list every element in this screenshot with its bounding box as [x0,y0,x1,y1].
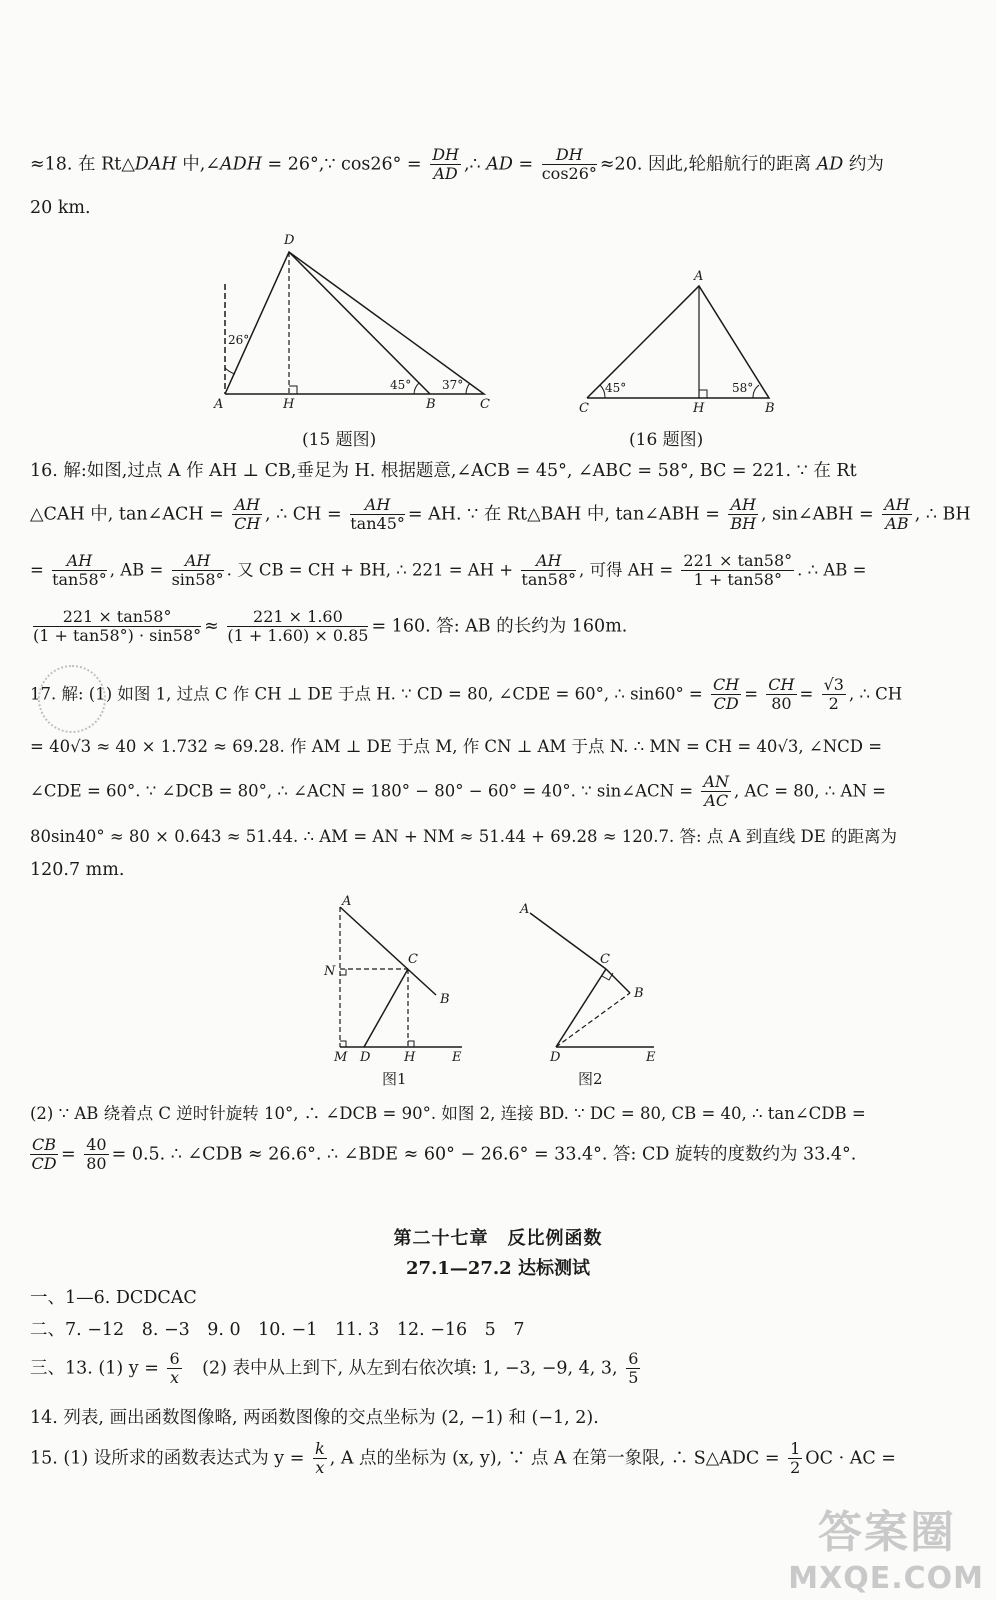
angle-58: 58° [732,381,754,395]
fraction [711,676,741,714]
answer-line-2: 二、7. −12 8. −3 9. 0 10. −1 11. 3 12. −16 5 7 [30,1320,525,1340]
label-A: A [520,902,530,917]
text: = 160. 答: AB 的长约为 160m. [371,616,628,637]
fraction [728,496,758,534]
fraction [788,1440,802,1478]
fraction [227,608,368,646]
label-D: D [550,1050,561,1063]
denominator: 1 + tan58° [693,570,782,590]
numerator: AH [350,496,405,515]
answer-line-1: 一、1—6. DCDCAC [30,1288,197,1308]
text: ≈20. 因此,轮船航行的距离 [599,154,817,175]
numerator: AH [172,552,224,571]
denominator: cos26° [541,164,597,184]
denominator: AD [433,164,458,184]
label-A: A [694,269,704,284]
numerator: 221 × tan58° [33,608,201,627]
denominator: BH [730,514,757,534]
denominator: (1 + tan58°) · sin58° [33,626,202,646]
answer-line-5 [30,1440,974,1478]
denominator: 80 [771,694,792,714]
p17-line5: 120.7 mm. [30,860,125,880]
label-H: H [283,397,295,410]
denominator: 2 [790,1458,801,1478]
text: , sin∠ABH = [760,504,874,525]
numerator: 1 [790,1439,801,1458]
denominator: tan45° [350,514,405,534]
label-A: A [214,397,224,410]
text: 17. 解: (1) 如图 1, 过点 C 作 CH ⊥ DE 于点 H. ∵ CD = 80, ∠CDE = 60°, ∴ sin60° = [30,684,703,704]
text: , A 点的坐标为 (x, y), ∵ 点 A 在第一象限, ∴ S△ADC = [329,1448,780,1469]
label-B: B [426,397,436,410]
fraction [701,773,731,811]
numerator: 221 × tan58° [683,551,793,570]
numerator: AH [234,495,260,514]
fraction [430,146,461,184]
angle-26: 26° [228,333,250,347]
label-B: B [634,986,644,1001]
text: ≈18. 在 Rt△ [30,154,135,175]
label-D: D [360,1050,371,1063]
figure-17-2 [510,893,670,1063]
p16-line4 [30,608,974,646]
text: , ∴ BH [914,504,971,525]
denominator: CD [713,694,739,714]
denominator: x [315,1458,325,1478]
denominator: CH [234,514,261,534]
text: ADH [220,154,262,175]
numerator: DH [542,146,597,165]
numerator: DH [432,145,459,164]
text: 约为 [843,154,884,175]
numerator: AH [521,552,576,571]
label-N: N [324,964,336,979]
numerator: CB [32,1135,56,1154]
denominator: 80 [86,1154,107,1174]
text: , ∴ CH [848,684,903,704]
p17-line1 [30,676,974,714]
denominator: x [170,1368,180,1388]
figure-15 [200,228,500,410]
chapter-title: 第二十七章 反比例函数 [393,1228,603,1249]
text: , ∴ CH = [264,504,342,525]
fraction [350,496,405,534]
angle-45: 45° [390,378,412,392]
angle-45: 45° [605,381,627,395]
numerator: CH [768,675,795,694]
text: ≈ [204,616,219,637]
figure-17-2-caption: 图2 [578,1070,603,1088]
text: = [512,154,534,175]
text: △CAH 中, tan∠ACH = [30,504,224,525]
label-B: B [440,992,450,1007]
text: , AC = 80, ∴ AN = [733,781,886,801]
fraction [172,552,224,590]
numerator: AN [703,772,729,791]
denominator: (1 + 1.60) × 0.85 [227,626,369,646]
text: ∠CDE = 60°. ∵ ∠DCB = 80°, ∴ ∠ACN = 180° − 80° − 60° = 40°. ∵ sin∠ACN = [30,781,694,801]
denominator: 5 [628,1368,639,1388]
numerator: 221 × 1.60 [227,608,368,627]
numerator: CH [713,675,740,694]
text: = [61,1144,76,1165]
p17-line2: = 40√3 ≈ 40 × 1.732 ≈ 69.28. 作 AM ⊥ DE 于点 M, 作 CN ⊥ AM 于点 N. ∴ MN = CH = 40√3, ∠NCD = [30,737,883,756]
label-C: C [408,952,418,967]
text: 15. (1) 设所求的函数表达式为 y = [30,1448,305,1469]
numerator: AH [884,495,910,514]
text: = 0.5. ∴ ∠CDB ≈ 26.6°. ∴ ∠BDE ≈ 60° − 26.6° = 33.4°. 答: CD 旋转的度数约为 33.4°. [111,1144,857,1165]
figure-16 [575,268,785,413]
denominator: tan58° [521,570,577,590]
text: = 26°,∵ cos26° = [261,154,422,175]
text: AD [486,154,513,175]
label-E: E [646,1050,656,1063]
p15-line2: 20 km. [30,198,91,218]
answer-line-3 [30,1350,974,1388]
label-C: C [600,952,610,967]
numerator: AH [730,495,756,514]
p17-line3 [30,773,974,811]
text: AD [816,154,844,175]
text: = [30,560,44,580]
text: 三、13. (1) y = [30,1358,159,1379]
p17-line4: 80sin40° ≈ 80 × 0.643 ≈ 51.44. ∴ AM = AN + NM ≈ 51.44 + 69.28 ≈ 120.7. 答: 点 A 到直线 DE 的距离为 [30,827,897,846]
text: , 可得 AH = [579,560,674,580]
label-M: M [334,1050,348,1063]
numerator: 40 [86,1135,107,1154]
p17-line6: (2) ∵ AB 绕着点 C 逆时针旋转 10°, ∴ ∠DCB = 90°. 如图 2, 连接 BD. ∵ DC = 80, CB = 40, ∴ tan∠CDB = [30,1104,866,1123]
fraction [232,496,262,534]
label-A: A [342,894,352,909]
fraction [542,146,597,184]
figure-17-1-caption: 图1 [382,1070,407,1088]
label-C: C [480,397,490,410]
numerator: 6 [628,1349,639,1368]
figure-17-1 [318,893,478,1063]
fraction [626,1350,640,1388]
denominator: AB [885,514,909,534]
fraction [52,552,107,590]
text: . 又 CB = CH + BH, ∴ 221 = AH + [226,560,514,580]
fraction [313,1440,327,1478]
fraction [30,1136,58,1174]
text: = [799,684,814,704]
denominator: sin58° [171,570,224,590]
text: . ∴ AB = [797,560,867,580]
text: OC · AC = [805,1448,896,1469]
fraction [766,676,796,714]
numerator: √3 [823,675,844,694]
angle-37: 37° [442,378,464,392]
fraction [822,676,846,714]
text: DAH [134,154,177,175]
denominator: CD [31,1154,57,1174]
p16-line2 [30,496,974,534]
numerator: AH [52,552,107,571]
text: (2) 表中从上到下, 从左到右依次填: 1, −3, −9, 4, 3, [184,1358,618,1379]
p16-line3 [30,552,974,590]
denominator: tan58° [52,570,107,590]
p16-line1: 16. 解:如图,过点 A 作 AH ⊥ CB,垂足为 H. 根据题意,∠ACB = 45°, ∠ABC = 58°, BC = 221. ∵ 在 Rt [30,461,857,481]
fraction [882,496,912,534]
figure-15-caption: (15 题图) [302,430,377,450]
text: 中,∠ [176,154,221,175]
fraction [521,552,576,590]
label-C: C [579,401,589,413]
fraction [681,552,794,590]
label-E: E [452,1050,462,1063]
text: = AH. ∵ 在 Rt△BAH 中, tan∠ABH = [407,504,720,525]
watermark-logo: 答案圈 [818,1507,956,1558]
fraction [33,608,201,646]
label-H: H [404,1050,416,1063]
denominator: AC [704,791,729,811]
label-D: D [284,233,295,248]
text: = [744,684,759,704]
p17-line7 [30,1136,974,1174]
denominator: 2 [828,694,839,714]
fraction [167,1350,181,1388]
label-B: B [765,401,775,413]
text: , AB = [109,560,164,580]
answer-line-4: 14. 列表, 画出函数图像略, 两函数图像的交点坐标为 (2, −1) 和 (−1, 2). [30,1408,599,1428]
p15-line1 [30,146,974,184]
numerator: 6 [169,1349,180,1368]
text: ,∴ [463,154,487,175]
numerator: k [315,1439,325,1458]
fraction [84,1136,108,1174]
watermark-url: MXQE.COM [788,1561,984,1596]
label-H: H [693,401,705,413]
figure-16-caption: (16 题图) [629,430,704,450]
section-title: 27.1—27.2 达标测试 [406,1258,590,1279]
